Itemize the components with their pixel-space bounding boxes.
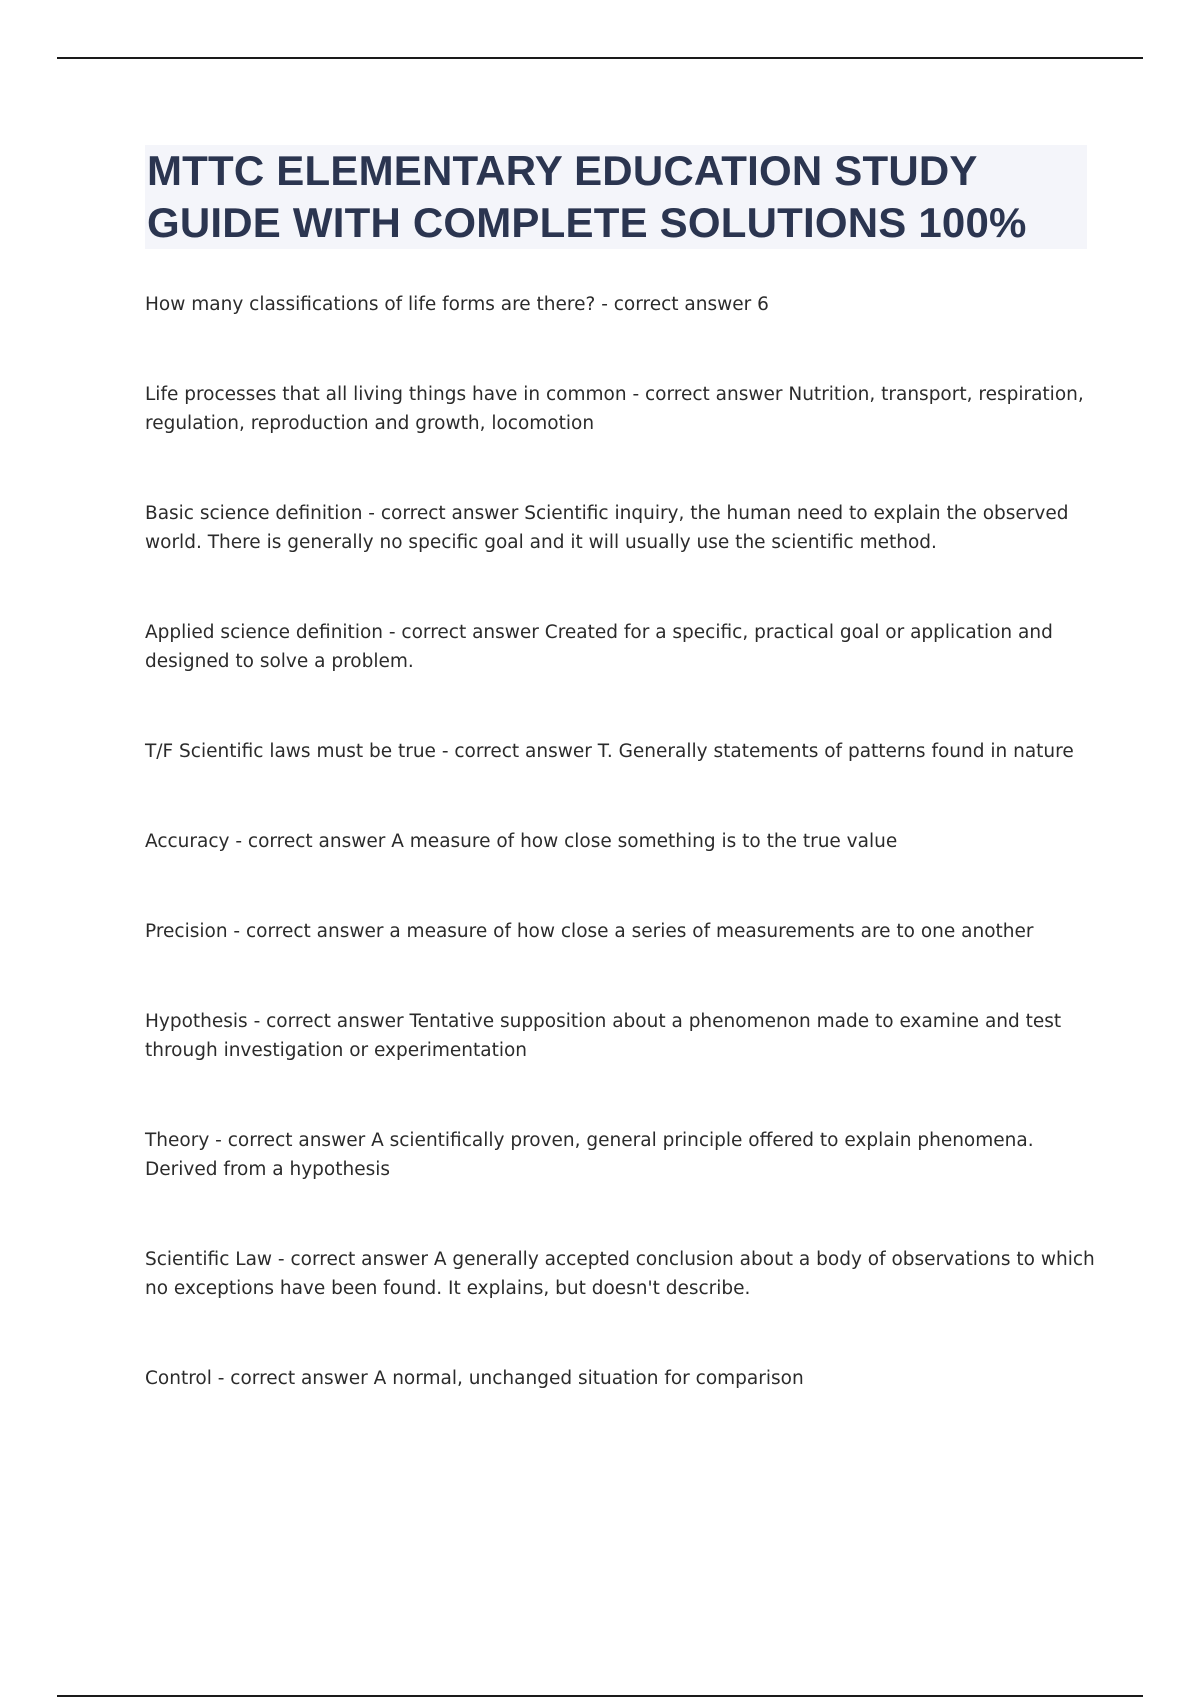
qa-item: Life processes that all living things have in common - correct answer Nutrition, transport, respiration, regulation, reproduction and growth, locomotion bbox=[145, 384, 1084, 434]
qa-item: Hypothesis - correct answer Tentative supposition about a phenomenon made to examine and test through investigation or experimentation bbox=[145, 1011, 1062, 1061]
document-title: MTTC ELEMENTARY EDUCATION STUDY GUIDE WITH COMPLETE SOLUTIONS 100% bbox=[147, 147, 1027, 246]
footer-rule bbox=[57, 1695, 1143, 1697]
qa-item: Precision - correct answer a measure of how close a series of measurements are to one another bbox=[145, 921, 1034, 942]
title-banner bbox=[145, 145, 1087, 249]
qa-list bbox=[145, 290, 1095, 1454]
qa-item: Accuracy - correct answer A measure of how close something is to the true value bbox=[145, 831, 898, 852]
qa-item: Basic science definition - correct answer Scientific inquiry, the human need to explain the observed world. There is generally no specific goal and it will usually use the scientific method. bbox=[145, 503, 1069, 553]
qa-item: Theory - correct answer A scientifically proven, general principle offered to explain phenomena. Derived from a hypothesis bbox=[145, 1130, 1034, 1180]
qa-item: Scientific Law - correct answer A generally accepted conclusion about a body of observations to which no exceptions have been found. It explains, but doesn't describe. bbox=[145, 1249, 1095, 1299]
qa-item: T/F Scientific laws must be true - correct answer T. Generally statements of patterns found in nature bbox=[145, 741, 1074, 762]
header-rule bbox=[57, 57, 1143, 59]
qa-item: How many classifications of life forms are there? - correct answer 6 bbox=[145, 294, 769, 315]
qa-item: Applied science definition - correct answer Created for a specific, practical goal or application and designed to solve a problem. bbox=[145, 622, 1053, 672]
qa-item: Control - correct answer A normal, unchanged situation for comparison bbox=[145, 1368, 804, 1389]
